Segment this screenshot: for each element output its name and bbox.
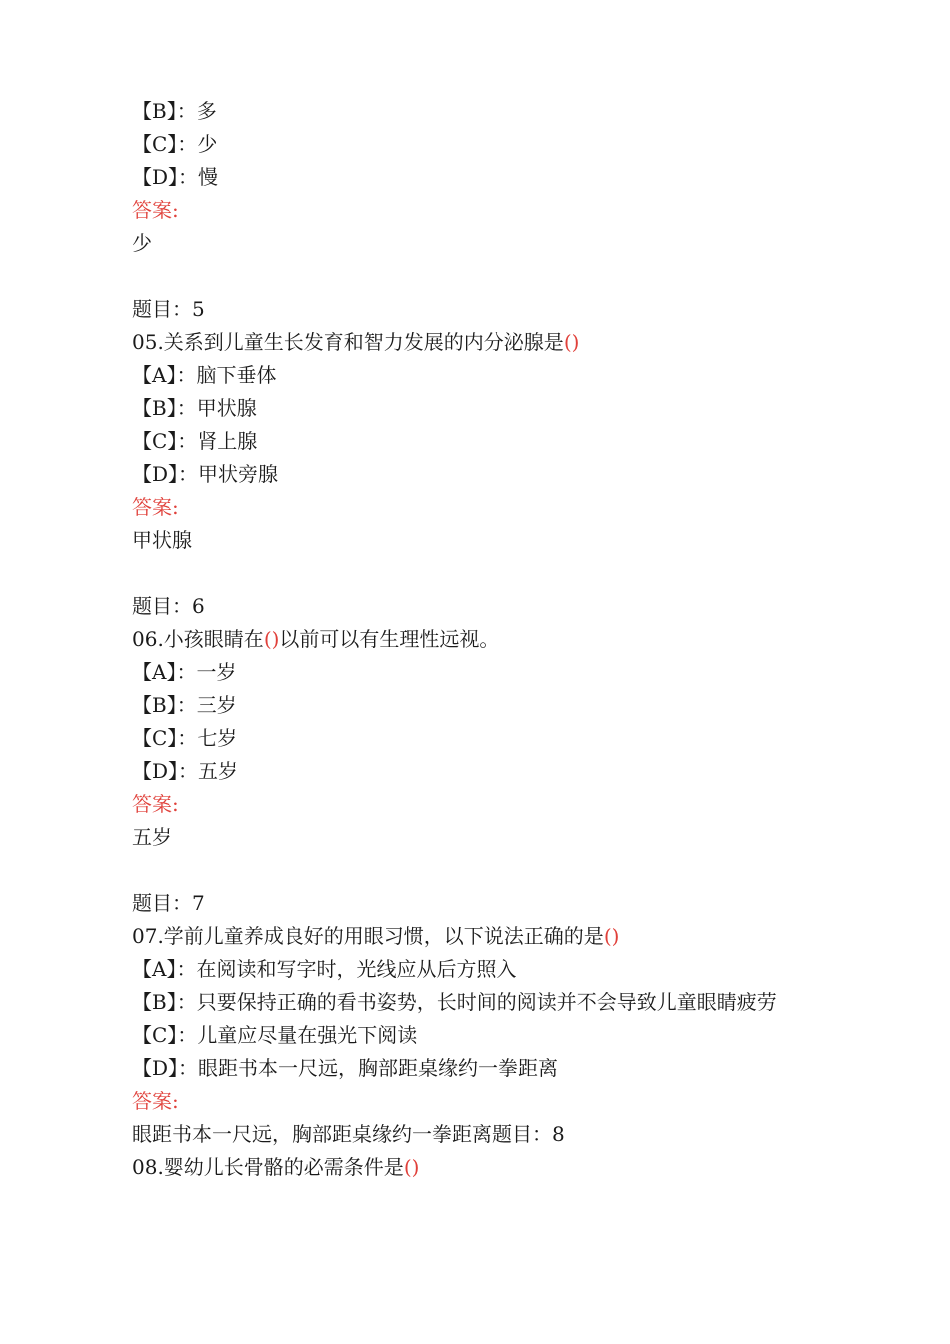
- option-key: 【A】：: [132, 957, 197, 981]
- option-key: 【D】：: [132, 759, 199, 783]
- option-text: 三岁: [196, 693, 237, 717]
- option-a: [132, 656, 892, 689]
- option-b: [132, 392, 892, 425]
- option-d: [132, 755, 892, 788]
- answer-label: 答案:: [132, 792, 179, 816]
- answer-label: 答案:: [132, 198, 179, 222]
- question-text: [132, 1151, 892, 1184]
- option-a: [132, 359, 892, 392]
- question-text: [132, 623, 892, 656]
- option-text: 五岁: [198, 759, 239, 783]
- option-text: 一岁: [196, 660, 237, 684]
- option-b: [132, 95, 892, 128]
- question-header: 题目：7: [132, 891, 205, 915]
- option-b: [132, 986, 892, 1019]
- answer-text: 少: [132, 231, 152, 255]
- question-blank: (): [603, 924, 620, 948]
- option-text: 甲状腺: [196, 396, 257, 420]
- spacer: [132, 260, 892, 293]
- option-key: 【B】：: [132, 396, 197, 420]
- option-key: 【C】：: [132, 132, 198, 156]
- option-text: 在阅读和写字时，光线应从后方照入: [196, 957, 517, 981]
- question-stem-end: 以前可以有生理性远视。: [279, 627, 500, 651]
- answer-label: 答案:: [132, 495, 179, 519]
- option-key: 【A】：: [132, 660, 197, 684]
- document-page: [132, 95, 892, 1184]
- answer-label: 答案:: [132, 1089, 179, 1113]
- option-a: [132, 953, 892, 986]
- option-text: 只要保持正确的看书姿势，长时间的阅读并不会导致儿童眼睛疲劳: [196, 990, 777, 1014]
- option-key: 【C】：: [132, 726, 198, 750]
- option-c: [132, 1019, 892, 1052]
- option-key: 【B】：: [132, 990, 197, 1014]
- option-c: [132, 128, 892, 161]
- option-key: 【B】：: [132, 99, 197, 123]
- question-blank: (): [563, 330, 580, 354]
- option-key: 【D】：: [132, 462, 199, 486]
- answer-text: 眼距书本一尺远，胸部距桌缘约一拳距离题目：8: [132, 1122, 565, 1146]
- option-text: 肾上腺: [197, 429, 258, 453]
- option-key: 【C】：: [132, 429, 198, 453]
- option-text: 慢: [198, 165, 219, 189]
- spacer: [132, 557, 892, 590]
- option-text: 少: [197, 132, 218, 156]
- option-key: 【D】：: [132, 1056, 199, 1080]
- question-text: [132, 920, 892, 953]
- answer-text: 甲状腺: [132, 528, 192, 552]
- question-stem: 05.关系到儿童生长发育和智力发展的内分泌腺是: [132, 330, 564, 354]
- option-d: [132, 1052, 892, 1085]
- option-b: [132, 689, 892, 722]
- option-text: 多: [196, 99, 217, 123]
- question-stem: 08.婴幼儿长骨骼的必需条件是: [132, 1155, 404, 1179]
- option-text: 脑下垂体: [196, 363, 277, 387]
- option-text: 七岁: [197, 726, 238, 750]
- option-d: [132, 161, 892, 194]
- answer-text: 五岁: [132, 825, 172, 849]
- option-key: 【D】：: [132, 165, 199, 189]
- question-header: 题目：5: [132, 297, 205, 321]
- question-blank: (): [263, 627, 280, 651]
- option-text: 甲状旁腺: [198, 462, 279, 486]
- question-text: [132, 326, 892, 359]
- option-key: 【C】：: [132, 1023, 198, 1047]
- option-d: [132, 458, 892, 491]
- question-stem: 06.小孩眼睛在: [132, 627, 264, 651]
- question-stem: 07.学前儿童养成良好的用眼习惯，以下说法正确的是: [132, 924, 604, 948]
- question-blank: (): [403, 1155, 420, 1179]
- question-header: 题目：6: [132, 594, 205, 618]
- option-key: 【B】：: [132, 693, 197, 717]
- option-text: 儿童应尽量在强光下阅读: [197, 1023, 418, 1047]
- option-text: 眼距书本一尺远，胸部距桌缘约一拳距离: [198, 1056, 559, 1080]
- option-key: 【A】：: [132, 363, 197, 387]
- option-c: [132, 722, 892, 755]
- spacer: [132, 854, 892, 887]
- option-c: [132, 425, 892, 458]
